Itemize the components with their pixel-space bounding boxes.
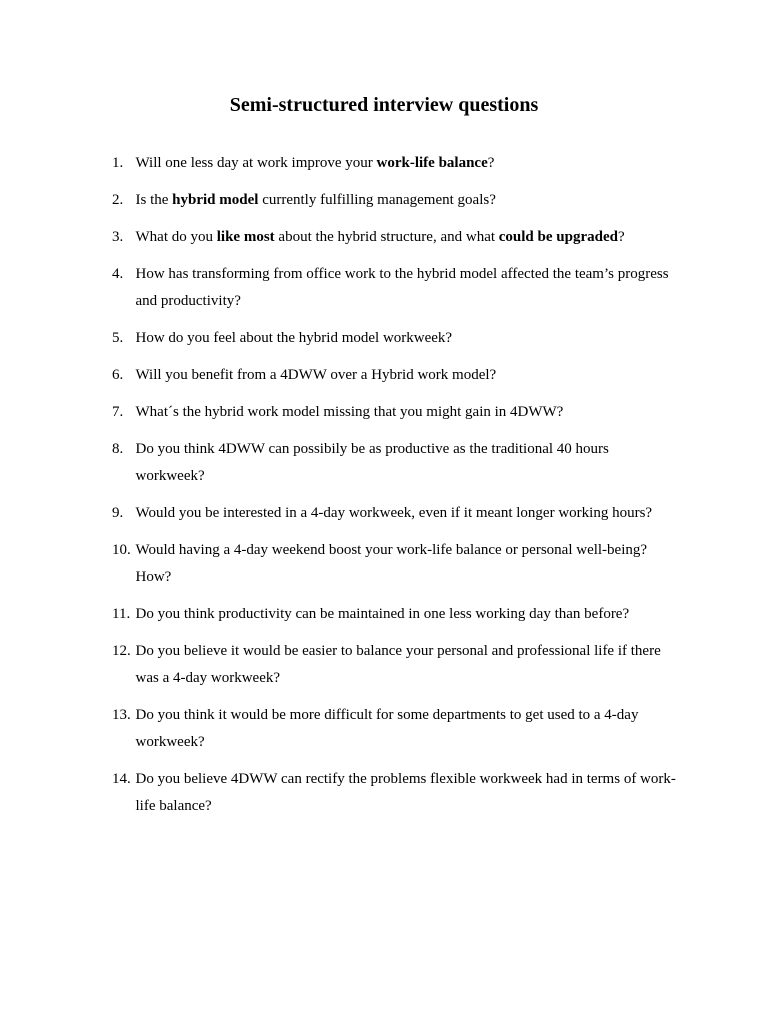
- question-text: [136, 155, 495, 171]
- question-segment: ?: [487, 155, 495, 171]
- question-segment: Do you think it would be more difficult for some departments to get used to a 4-day workweek?: [135, 707, 639, 750]
- question-item: [112, 601, 677, 628]
- question-item: [112, 436, 677, 490]
- question-text: [136, 441, 609, 484]
- question-number: 9.: [112, 505, 124, 521]
- question-emphasis: hybrid model: [172, 192, 259, 208]
- question-text: [136, 707, 639, 750]
- question-segment: Do you think 4DWW can possibily be as productive as the traditional 40 hours workweek?: [135, 441, 609, 484]
- question-emphasis: could be upgraded: [498, 229, 618, 245]
- question-text: [136, 229, 625, 245]
- question-segment: Will one less day at work improve your: [135, 155, 377, 171]
- question-segment: ?: [617, 229, 625, 245]
- question-segment: about the hybrid structure, and what: [274, 229, 499, 245]
- question-segment: What do you: [135, 229, 217, 245]
- question-text: [136, 404, 564, 420]
- question-segment: Will you benefit from a 4DWW over a Hybrid work model?: [135, 367, 497, 383]
- question-number: 7.: [112, 404, 124, 420]
- question-segment: Do you believe it would be easier to balance your personal and professional life if there was a 4-day workweek?: [135, 643, 661, 686]
- question-item: [112, 399, 677, 426]
- question-number: 1.: [112, 155, 124, 171]
- question-segment: Is the: [135, 192, 173, 208]
- question-text: [136, 192, 496, 208]
- question-segment: What´s the hybrid work model missing that you might gain in 4DWW?: [135, 404, 564, 420]
- question-segment: How do you feel about the hybrid model workweek?: [135, 330, 453, 346]
- question-segment: How has transforming from office work to the hybrid model affected the team’s progress and productivity?: [135, 266, 669, 309]
- question-text: [136, 542, 648, 585]
- question-list: [112, 150, 677, 830]
- page-title: Semi-structured interview questions: [229, 94, 539, 116]
- question-item: [112, 325, 677, 352]
- question-number: 3.: [112, 229, 124, 245]
- question-text: [136, 330, 453, 346]
- question-text: [136, 606, 630, 622]
- question-segment: Would you be interested in a 4-day workweek, even if it meant longer working hours?: [135, 505, 653, 521]
- question-number: 10.: [112, 542, 131, 558]
- question-emphasis: like most: [216, 229, 275, 245]
- question-item: [112, 537, 677, 591]
- question-segment: currently fulfilling management goals?: [258, 192, 496, 208]
- question-item: [112, 362, 677, 389]
- question-item: [112, 702, 677, 756]
- question-number: 14.: [112, 771, 131, 787]
- question-item: [112, 766, 677, 820]
- question-text: [136, 505, 653, 521]
- question-number: 13.: [112, 707, 131, 723]
- question-item: [112, 638, 677, 692]
- question-item: [112, 187, 677, 214]
- question-text: [136, 643, 661, 686]
- question-segment: Do you think productivity can be maintained in one less working day than before?: [135, 606, 630, 622]
- question-item: [112, 150, 677, 177]
- question-number: 8.: [112, 441, 124, 457]
- question-emphasis: work-life balance: [376, 155, 488, 171]
- question-number: 6.: [112, 367, 124, 383]
- question-number: 2.: [112, 192, 124, 208]
- question-text: [136, 266, 669, 309]
- question-segment: Do you believe 4DWW can rectify the problems flexible workweek had in terms of work-life balance?: [135, 771, 676, 814]
- question-item: [112, 224, 677, 251]
- question-item: [112, 500, 677, 527]
- question-segment: Would having a 4-day weekend boost your work-life balance or personal well-being? How?: [135, 542, 648, 585]
- question-number: 4.: [112, 266, 124, 282]
- question-text: [136, 367, 497, 383]
- question-number: 11.: [112, 606, 131, 622]
- question-text: [136, 771, 676, 814]
- question-number: 5.: [112, 330, 124, 346]
- question-item: [112, 261, 677, 315]
- question-number: 12.: [112, 643, 131, 659]
